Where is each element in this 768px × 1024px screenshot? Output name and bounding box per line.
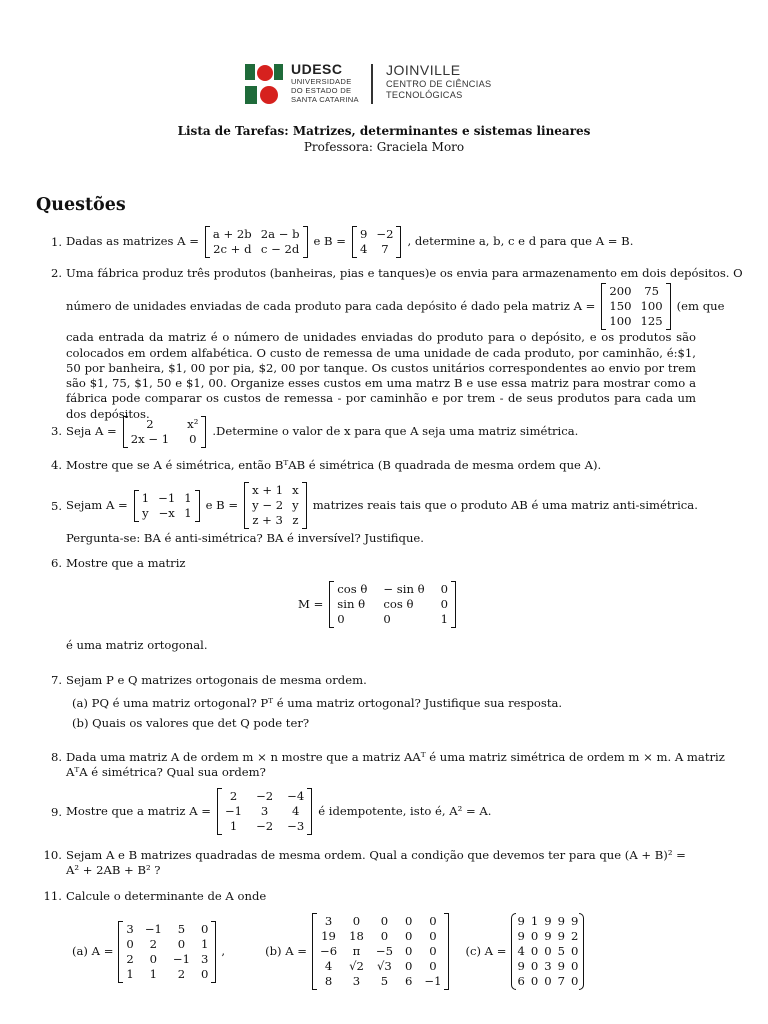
matrix-entry: 6 bbox=[517, 974, 525, 989]
document-title: Lista de Tarefas: Matrizes, determinantes e sistemas lineares bbox=[177, 124, 591, 138]
matrix-entry: y bbox=[292, 498, 299, 512]
question-text: Dadas as matrizes A = bbox=[66, 234, 199, 249]
matrix-entry: 1 bbox=[126, 966, 134, 981]
matrix-entry: 1 bbox=[530, 914, 539, 929]
matrix-entry: x² bbox=[187, 417, 199, 431]
header bbox=[0, 62, 768, 110]
matrix-entry: z + 3 bbox=[252, 513, 283, 527]
matrix bbox=[244, 482, 307, 529]
matrix-entry: −2 bbox=[376, 227, 394, 241]
matrix-entry: 2 bbox=[146, 417, 154, 431]
sub-question-a: (a) PQ é uma matriz ortogonal? Pᵀ é uma matriz ortogonal? Justifique sua resposta. bbox=[72, 696, 563, 711]
question-10 bbox=[43, 848, 696, 879]
udesc-logo-icon bbox=[245, 64, 283, 104]
matrix-entry: 0 bbox=[352, 914, 361, 929]
matrix-entry: 0 bbox=[189, 432, 197, 446]
matrix-entry: 4 bbox=[359, 242, 368, 256]
question-text: AᵀA é simétrica? Qual sua ordem? bbox=[66, 765, 266, 780]
matrix-entry: 1 bbox=[141, 490, 150, 505]
campus-block bbox=[386, 62, 491, 101]
matrix-entry: 0 bbox=[429, 914, 437, 929]
matrix-entry: 0 bbox=[404, 914, 413, 929]
question-text: é idempotente, isto é, A² = A. bbox=[318, 803, 492, 818]
udesc-wordmark bbox=[291, 62, 359, 104]
matrix-entry: z bbox=[292, 513, 299, 527]
matrix-entry: 0 bbox=[126, 936, 134, 951]
matrix-entry: 3 bbox=[201, 951, 209, 966]
question-8 bbox=[50, 750, 725, 781]
matrix-entry: 7 bbox=[381, 242, 389, 256]
matrix-entry: 0 bbox=[571, 974, 579, 989]
matrix-entry: √2 bbox=[349, 959, 364, 974]
question-text: Mostre que a matriz bbox=[66, 556, 186, 570]
matrix-entry: 0 bbox=[571, 959, 579, 974]
matrix-entry: 1 bbox=[149, 966, 158, 981]
matrix bbox=[134, 490, 200, 522]
matrix-entry: 9 bbox=[517, 929, 525, 944]
matrix-entry: 9 bbox=[544, 929, 552, 944]
matrix-entry: −2 bbox=[256, 819, 274, 833]
matrix-entry: 9 bbox=[571, 914, 579, 929]
brand-line: DO ESTADO DE bbox=[291, 86, 352, 95]
matrix-entry: 1 bbox=[229, 819, 238, 833]
campus-line: TECNOLÓGICAS bbox=[386, 90, 463, 100]
header-divider bbox=[371, 64, 373, 104]
matrix-entry: 2 bbox=[229, 789, 238, 803]
matrix bbox=[352, 226, 401, 258]
sub-question-label: (c) A = bbox=[465, 944, 507, 959]
brand-name: UDESC bbox=[291, 61, 343, 77]
matrix-entry: x bbox=[292, 483, 299, 497]
matrix-entry: 3 bbox=[324, 914, 333, 929]
matrix-label: M = bbox=[298, 597, 324, 612]
question-9 bbox=[50, 788, 696, 835]
question-3 bbox=[50, 416, 696, 448]
question-6 bbox=[50, 556, 696, 654]
matrix-entry: x + 1 bbox=[252, 483, 284, 497]
matrix-entry: 0 bbox=[383, 612, 391, 627]
question-text: Mostre que se A é simétrica, então BᵀAB é simétrica (B quadrada de mesma ordem que A). bbox=[66, 458, 602, 472]
matrix-entry: 0 bbox=[404, 944, 413, 959]
matrix-entry: 0 bbox=[544, 974, 552, 989]
matrix-entry: 0 bbox=[544, 944, 552, 959]
matrix bbox=[601, 283, 670, 330]
matrix-entry: 2 bbox=[177, 966, 186, 981]
brand-line: UNIVERSIDADE bbox=[291, 77, 352, 86]
matrix-entry: 100 bbox=[609, 314, 632, 329]
matrix-entry: 8 bbox=[324, 974, 333, 989]
matrix-entry: 2 bbox=[571, 929, 579, 944]
matrix-entry: 150 bbox=[609, 299, 632, 314]
matrix-entry: 2a − b bbox=[260, 227, 300, 241]
matrix-entry: 100 bbox=[640, 299, 663, 314]
matrix-entry: y − 2 bbox=[252, 498, 284, 512]
matrix-entry: 5 bbox=[177, 921, 186, 936]
matrix-entry: 0 bbox=[530, 944, 539, 959]
matrix-entry: 3 bbox=[544, 959, 552, 974]
matrix-entry: 2 bbox=[149, 936, 158, 951]
matrix-entry: a + 2b bbox=[212, 227, 252, 241]
question-5 bbox=[50, 482, 698, 546]
matrix-entry: 2c + d bbox=[213, 242, 252, 256]
matrix-entry: 6 bbox=[404, 974, 413, 989]
matrix-entry: 1 bbox=[184, 505, 192, 520]
matrix-entry: −1 bbox=[172, 951, 190, 966]
question-text: Calcule o determinante de A onde bbox=[66, 889, 267, 903]
question-text: , bbox=[221, 944, 226, 959]
matrix-entry: √3 bbox=[377, 959, 392, 974]
question-text: (em que bbox=[676, 299, 725, 314]
matrix-entry: −1 bbox=[144, 921, 162, 936]
sub-question-label: (a) A = bbox=[72, 944, 114, 959]
matrix-entry: 0 bbox=[429, 944, 437, 959]
matrix-entry: 2 bbox=[126, 951, 134, 966]
matrix-entry: 1 bbox=[184, 490, 192, 505]
matrix-entry: 0 bbox=[440, 582, 448, 597]
matrix-entry: 1 bbox=[201, 936, 209, 951]
question-number: 10. bbox=[43, 848, 62, 862]
matrix-entry: π bbox=[352, 944, 361, 959]
matrix-entry: cos θ bbox=[383, 597, 414, 612]
question-number: 8. bbox=[50, 750, 62, 764]
brand-line: SANTA CATARINA bbox=[291, 95, 359, 104]
matrix-entry: y bbox=[142, 505, 149, 520]
matrix-entry: 0 bbox=[429, 959, 437, 974]
matrix-entry: −x bbox=[158, 505, 175, 520]
question-text: , determine a, b, c e d para que A = B. bbox=[407, 234, 634, 249]
matrix-entry: 4 bbox=[324, 959, 333, 974]
matrix-entry: 0 bbox=[530, 959, 539, 974]
question-text: matrizes reais tais que o produto AB é uma matriz anti-simétrica. bbox=[312, 497, 698, 512]
matrix-entry: 9 bbox=[557, 959, 566, 974]
matrix-entry: 0 bbox=[429, 929, 437, 944]
question-number: 11. bbox=[43, 889, 62, 903]
matrix-entry: 3 bbox=[126, 921, 134, 936]
section-title: Questões bbox=[36, 195, 126, 215]
question-text: Seja A = bbox=[66, 424, 117, 439]
matrix-entry: 2x − 1 bbox=[130, 432, 170, 446]
matrix-entry: 9 bbox=[544, 914, 552, 929]
question-text: A² + 2AB + B² ? bbox=[66, 863, 161, 878]
question-text: e B = bbox=[313, 234, 346, 249]
matrix-entry: 0 bbox=[404, 959, 413, 974]
question-11 bbox=[43, 889, 696, 990]
matrix bbox=[312, 913, 449, 990]
matrix-entry: 9 bbox=[359, 227, 368, 241]
question-text: e B = bbox=[205, 497, 239, 512]
matrix-entry: 0 bbox=[530, 929, 539, 944]
matrix-entry: 200 bbox=[609, 284, 632, 299]
question-number: 1. bbox=[50, 235, 62, 249]
question-1 bbox=[50, 226, 696, 258]
question-number: 7. bbox=[50, 673, 62, 687]
question-7 bbox=[50, 673, 696, 731]
question-text: cada entrada da matriz é o número de unidades enviadas do produto para o depósito, e os produtos são colocados em ordem alfabética. O custo de remessa de uma unidade de cada produto, por caminhão, é:$1, 50 por banheira, $1, 00 por pia, $2, 00 por tanque. Os custos unitários correspondentes ao envio por trem são $1, 75, $1, 50 e $1, 00. Organize esses custos em uma matrz B e use essa matriz para mostrar como a fábrica pode comparar os custos de remessa - por caminhão e por trem - de seus produtos para cada um dos depósitos. bbox=[66, 330, 696, 421]
matrix-entry: cos θ bbox=[337, 582, 368, 597]
matrix-entry: 4 bbox=[292, 804, 300, 818]
question-number: 4. bbox=[50, 458, 62, 472]
matrix bbox=[123, 416, 207, 448]
question-text: Mostre que a matriz A = bbox=[66, 803, 211, 818]
matrix-entry: 0 bbox=[440, 597, 448, 612]
matrix-entry: 3 bbox=[260, 804, 269, 818]
document-subtitle: Professora: Graciela Moro bbox=[303, 140, 465, 154]
matrix-entry: − sin θ bbox=[383, 582, 425, 597]
matrix-entry: 18 bbox=[349, 929, 364, 944]
matrix-entry: 19 bbox=[321, 929, 336, 944]
question-text: Uma fábrica produz três produtos (banheiras, pias e tanques)e os envia para armazenamento em dois depósitos. O bbox=[66, 266, 743, 280]
matrix-entry: 0 bbox=[177, 936, 186, 951]
matrix-entry: 0 bbox=[530, 974, 539, 989]
question-number: 2. bbox=[50, 266, 62, 280]
matrix-entry: c − 2d bbox=[260, 242, 300, 256]
campus-name: JOINVILLE bbox=[386, 62, 461, 78]
matrix-entry: −5 bbox=[375, 944, 393, 959]
matrix-entry: 0 bbox=[201, 966, 209, 981]
matrix bbox=[329, 581, 456, 628]
matrix-entry: 0 bbox=[201, 921, 209, 936]
matrix-entry: −1 bbox=[424, 974, 442, 989]
matrix-entry: −4 bbox=[287, 789, 305, 803]
matrix-entry: 0 bbox=[337, 612, 345, 627]
question-number: 9. bbox=[50, 805, 62, 819]
question-text: Sejam A = bbox=[66, 497, 128, 512]
matrix-entry: 9 bbox=[517, 914, 525, 929]
matrix bbox=[511, 913, 584, 990]
matrix-entry: 9 bbox=[557, 914, 566, 929]
question-2 bbox=[50, 266, 743, 422]
matrix-entry: −2 bbox=[256, 789, 274, 803]
matrix-entry: 5 bbox=[380, 974, 389, 989]
matrix-entry: 125 bbox=[640, 314, 663, 329]
matrix-entry: 0 bbox=[149, 951, 158, 966]
question-4 bbox=[50, 458, 696, 473]
matrix-entry: 3 bbox=[352, 974, 361, 989]
question-number: 5. bbox=[50, 499, 62, 513]
sub-question-label: (b) A = bbox=[265, 944, 308, 959]
question-text: Sejam P e Q matrizes ortogonais de mesma ordem. bbox=[66, 673, 367, 687]
question-text: é uma matriz ortogonal. bbox=[66, 638, 208, 653]
matrix-entry: 1 bbox=[440, 612, 448, 627]
matrix-entry: 0 bbox=[571, 944, 579, 959]
question-text: Dada uma matriz A de ordem m × n mostre que a matriz AAᵀ é uma matriz simétrica de ordem m × m. A matriz bbox=[66, 750, 725, 764]
matrix-entry: 9 bbox=[557, 929, 566, 944]
question-number: 6. bbox=[50, 556, 62, 570]
matrix-entry: −6 bbox=[320, 944, 338, 959]
matrix-entry: −1 bbox=[158, 490, 176, 505]
matrix bbox=[118, 921, 216, 983]
matrix-entry: −3 bbox=[287, 819, 305, 833]
question-text: número de unidades enviadas de cada produto para cada depósito é dado pela matriz A = bbox=[66, 299, 596, 314]
matrix-entry: sin θ bbox=[337, 597, 366, 612]
matrix-entry: 0 bbox=[380, 914, 389, 929]
matrix-entry: 4 bbox=[517, 944, 525, 959]
matrix-entry: 0 bbox=[404, 929, 413, 944]
campus-line: CENTRO DE CIÊNCIAS bbox=[386, 79, 492, 89]
sub-question-b: (b) Quais os valores que det Q pode ter? bbox=[72, 715, 310, 730]
matrix bbox=[217, 788, 312, 835]
matrix-entry: −1 bbox=[224, 804, 243, 818]
question-text: Sejam A e B matrizes quadradas de mesma ordem. Qual a condição que devemos ter para que (A + B)² = bbox=[66, 848, 686, 862]
matrix-entry: 7 bbox=[557, 974, 566, 989]
question-number: 3. bbox=[50, 424, 62, 438]
question-text: .Determine o valor de x para que A seja uma matriz simétrica. bbox=[212, 424, 579, 439]
matrix-entry: 75 bbox=[644, 284, 659, 299]
matrix-entry: 5 bbox=[557, 944, 566, 959]
question-text: Pergunta-se: BA é anti-simétrica? BA é inversível? Justifique. bbox=[66, 531, 424, 545]
matrix-entry: 9 bbox=[517, 959, 525, 974]
matrix bbox=[205, 226, 308, 258]
matrix-entry: 0 bbox=[380, 929, 389, 944]
